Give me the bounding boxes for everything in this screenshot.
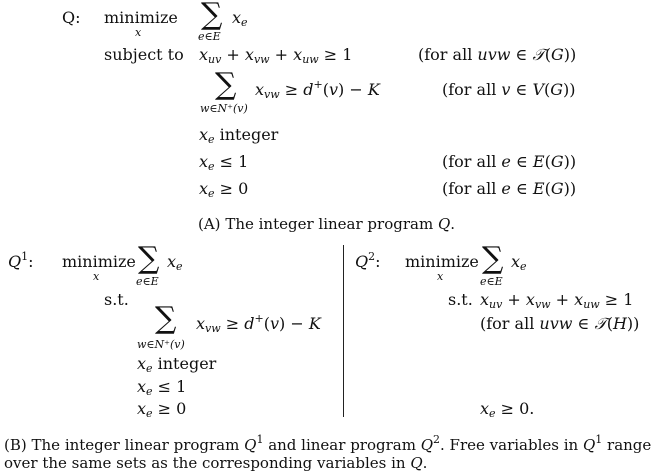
q1-constraint-degree: $x_{vw} \ge d^+(v) - K$ — [196, 312, 321, 335]
q1-constraint-integer: $x_e$ integer — [137, 354, 217, 375]
q2-constraint-triangle-condition: (for all uvw ∈ 𝒯(H)) — [480, 314, 640, 333]
q1-objective-term: $x_e$ — [167, 252, 183, 273]
objective-sum-symbol: ∑ — [201, 0, 223, 32]
constraint-degree-sum-symbol: ∑ — [215, 67, 237, 102]
program-q2-label: $Q^2$: — [355, 250, 381, 271]
q1-constraint-upper: $x_e \le 1$ — [137, 377, 187, 398]
q2-constraint-lower: $x_e \ge 0$. — [480, 399, 535, 420]
q2-constraint-triangle: $x_{uv} + x_{vw} + x_{uw} \ge 1$ — [480, 290, 634, 311]
q1-st-label: s.t. — [104, 290, 129, 309]
caption-a-marker: (A) — [198, 215, 221, 233]
q2-objective-sum-sub: e∈E — [480, 275, 503, 288]
constraint-triangle-condition: (for all uvw ∈ 𝒯(G)) — [418, 45, 577, 64]
caption-b-marker: (B) — [4, 436, 27, 454]
q1-objective-sum-sub: e∈E — [136, 275, 159, 288]
program-q-label: Q: — [62, 8, 81, 27]
q1-minimize-word: minimize — [62, 252, 136, 271]
q2-objective-term: $x_e$ — [511, 252, 527, 273]
caption-b-line2: over the same sets as the corresponding variables in Q. — [4, 454, 428, 472]
q2-minimize-var: x — [437, 270, 444, 283]
constraint-lower: $x_e \ge 0$ — [199, 179, 249, 200]
caption-b-line1: (B) The integer linear program $Q^1$ and linear program $Q^2$. Free variables in $Q^1$ range — [4, 433, 651, 454]
subject-to-label: subject to — [104, 45, 184, 64]
constraint-degree-condition: (for all v ∈ V(G)) — [442, 80, 576, 99]
constraint-upper-condition: (for all e ∈ E(G)) — [442, 152, 577, 171]
q1-constraint-lower: $x_e \ge 0$ — [137, 399, 187, 420]
constraint-degree-sum-sub: w∈N⁺(v) — [200, 102, 248, 115]
minimize-var: x — [135, 26, 142, 39]
q1-degree-sum-symbol: ∑ — [155, 301, 177, 336]
q2-st-label: s.t. — [448, 290, 473, 309]
q1-minimize-var: x — [93, 270, 100, 283]
caption-a: (A) The integer linear program Q. — [198, 215, 456, 233]
q1-objective-sum-symbol: ∑ — [138, 241, 160, 276]
constraint-triangle: $x_{uv} + x_{vw} + x_{uw} \ge 1$ — [199, 45, 353, 66]
objective-sum-sub: e∈E — [198, 30, 221, 43]
constraint-integer: $x_e$ integer — [199, 125, 279, 146]
constraint-lower-condition: (for all e ∈ E(G)) — [442, 179, 577, 198]
q2-minimize-word: minimize — [405, 252, 479, 271]
constraint-upper: $x_e \le 1$ — [199, 152, 249, 173]
minimize-word: minimize — [104, 8, 178, 27]
column-divider — [343, 245, 344, 417]
q1-degree-sum-sub: w∈N⁺(v) — [137, 338, 185, 351]
q2-objective-sum-symbol: ∑ — [482, 241, 504, 276]
objective-term: $x_e$ — [232, 8, 248, 29]
program-q1-label: $Q^1$: — [8, 250, 34, 271]
constraint-degree: $x_{vw} \ge d^+(v) - K$ — [255, 78, 380, 101]
